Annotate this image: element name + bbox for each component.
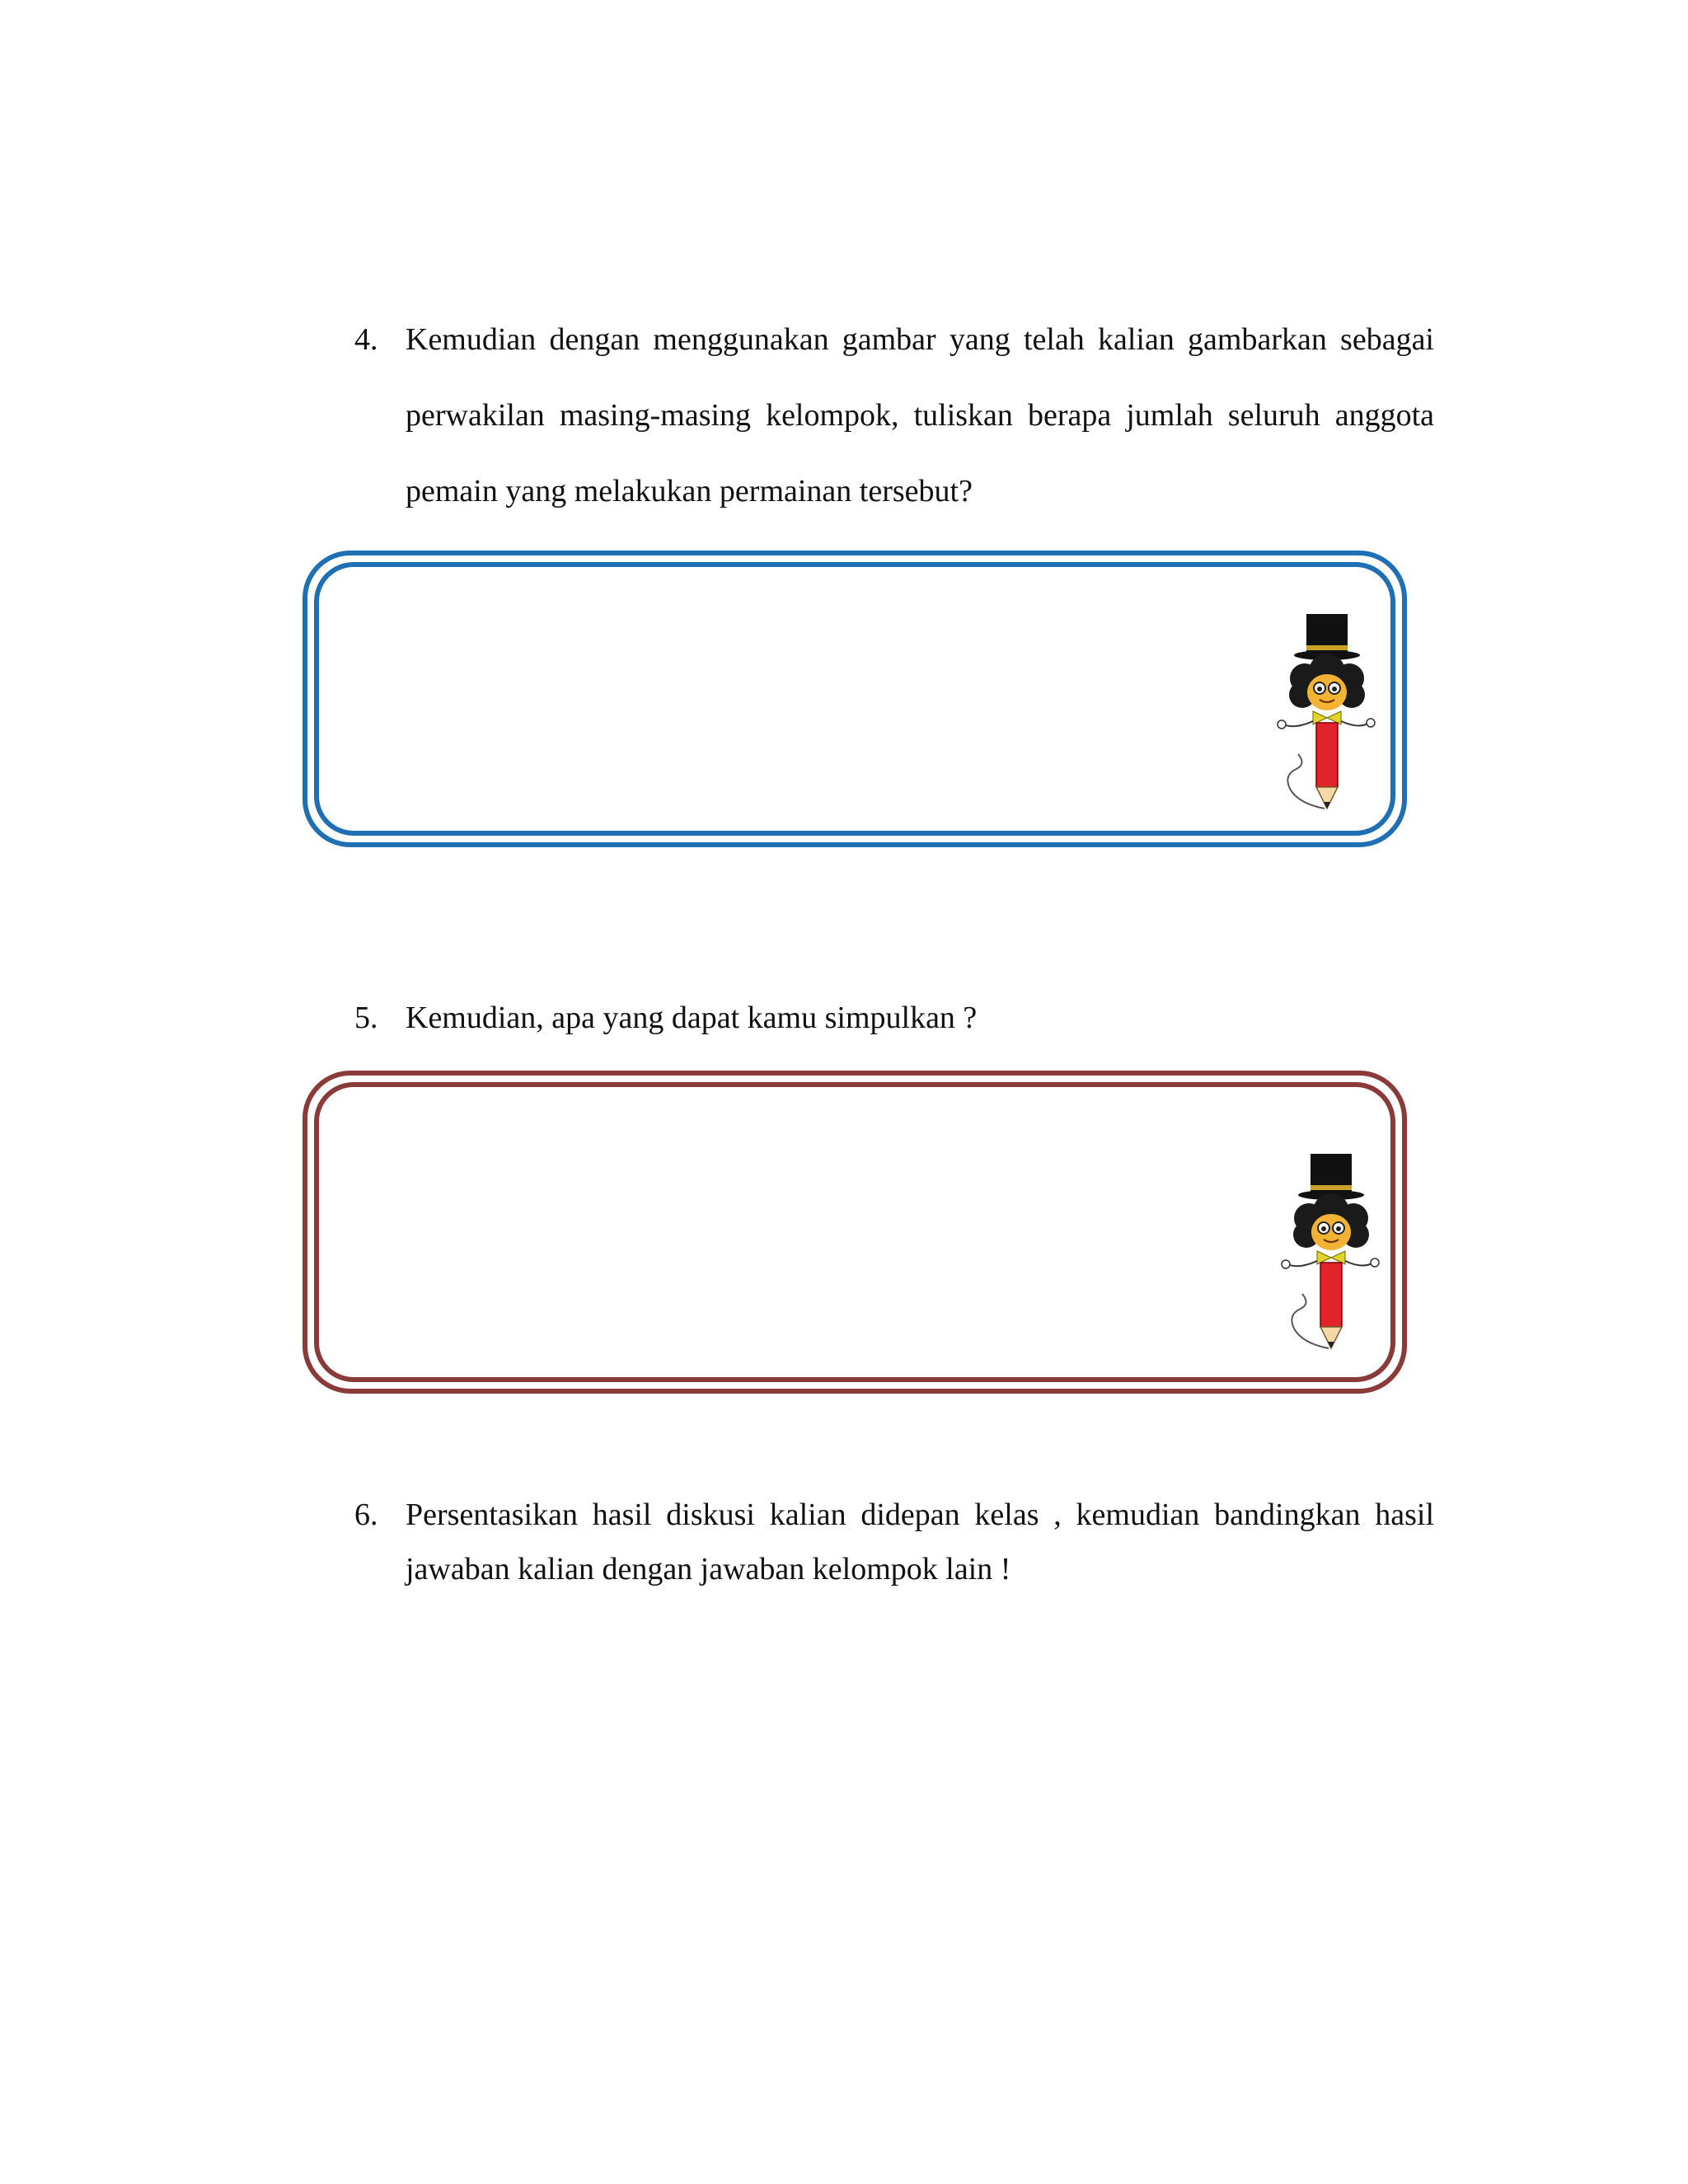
- question-6: [354, 1488, 1434, 1596]
- question-number: 6.: [354, 1497, 378, 1532]
- pencil-mascot-icon: [1269, 1146, 1393, 1360]
- answer-box-question-5[interactable]: [302, 1071, 1407, 1394]
- question-5: [354, 994, 1434, 1042]
- question-number: 5.: [354, 1001, 378, 1035]
- question-number: 4.: [354, 322, 378, 357]
- question-text: Persentasikan hasil diskusi kalian didepan kelas , kemudian bandingkan hasil jawaban kalian dengan jawaban kelompok lain !: [406, 1497, 1434, 1586]
- question-4: [354, 302, 1434, 529]
- answer-box-inner-border: [314, 562, 1395, 836]
- answer-box-question-4[interactable]: [302, 551, 1407, 847]
- answer-box-inner-border: [314, 1082, 1395, 1382]
- pencil-mascot-icon: [1265, 606, 1389, 820]
- question-text: Kemudian dengan menggunakan gambar yang telah kalian gambarkan sebagai perwakilan masing-masing kelompok, tuliskan berapa jumlah seluruh anggota pemain yang melakukan permainan tersebut?: [406, 322, 1434, 509]
- question-text: Kemudian, apa yang dapat kamu simpulkan ?: [406, 1001, 978, 1035]
